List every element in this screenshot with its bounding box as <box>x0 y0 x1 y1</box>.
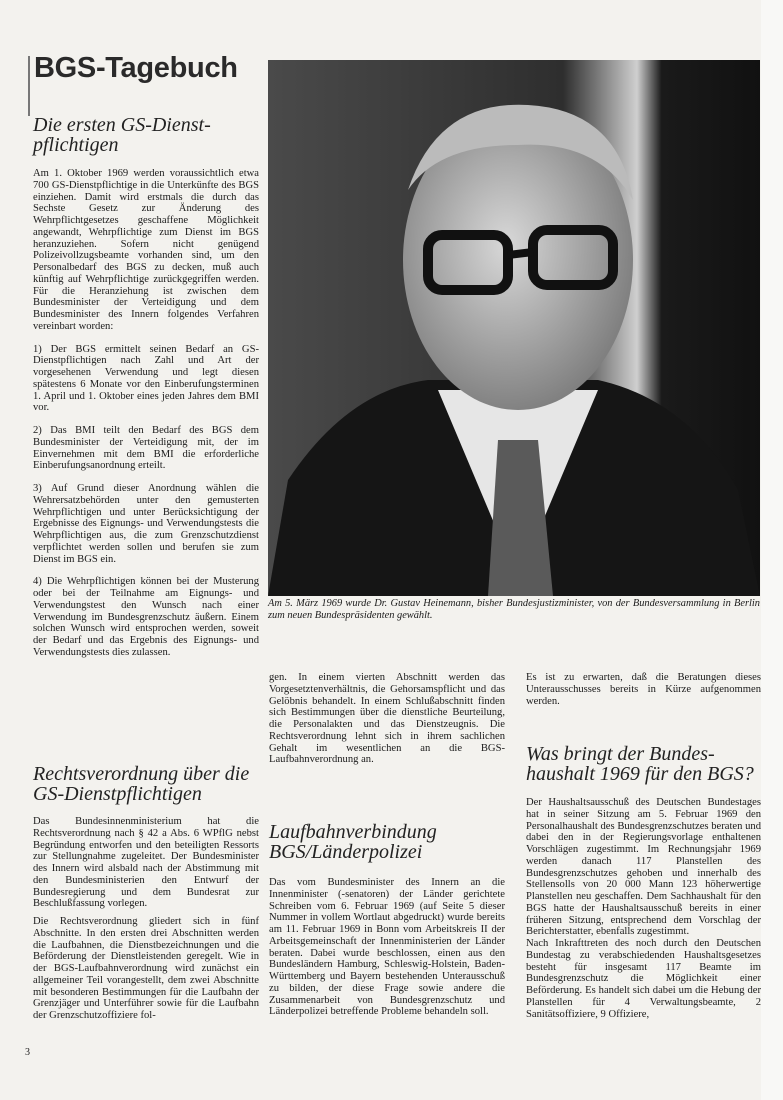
photo-caption: Am 5. März 1969 wurde Dr. Gustav Heinemann, bisher Bundesjustizminister, von der Bundesversammlung in Berlin zum neuen Bundespräsidenten gewählt. <box>268 598 760 621</box>
article-heading: Laufbahnverbindung BGS/Länderpolizei <box>269 821 437 863</box>
paragraph: Die Rechtsverordnung gliedert sich in fünf Abschnitte. In den ersten drei Abschnitten werden die Laufbahnen, die Dienstbezeichnungen und die Beförderung der Dienstleistenden geregelt. Wie in der BGS-Laufbahnverordnung wird zunächst ein allgemeiner Teil vorangestellt, dem zwei Abschnitte mit besonderen Bestimmungen für die Laufbahn der Grenzjäger und Unterführer sowie für die Laufbahn der Grenzschutzoffiziere fol- <box>33 916 259 1021</box>
paragraph: Das vom Bundesminister des Innern an die Innenminister (-senatoren) der Länder gerichtete Schreiben vom 6. Februar 1969 (auf Seite 5 dieser Nummer in vollem Wortlaut abgedruckt) wurde bereits am 11. Februar 1969 in Bonn vom Arbeitskreis II der Arbeitsgemeinschaft der Innenministerien der Länder beraten. Dabei wurde beschlossen, einen aus den Bundesländern Hamburg, Schleswig-Holstein, Baden-Württemberg und Bayern bestehenden Unterausschuß zu bilden, der diese Frage sowie andere die Zusammenarbeit von Bundesgrenzschutz und Länderpolizei betreffende Probleme behandeln soll. <box>269 877 505 1018</box>
article-rechtsverordnung-continued <box>269 672 505 766</box>
paragraph: 2) Das BMI teilt den Bedarf des BGS dem Bundesminister der Verteidigung mit, der im Einvernehmen mit dem BMI die erforderliche Einberufungsanordnung erteilt. <box>33 425 259 472</box>
paragraph: Es ist zu erwarten, daß die Beratungen dieses Unterausschusses bereits in Kürze aufgenommen werden. <box>526 672 761 707</box>
article-gs-dienstpflichtige <box>33 115 259 670</box>
article-rechtsverordnung <box>33 764 259 1022</box>
margin-rule <box>28 56 30 116</box>
article-laufbahnverbindung <box>269 822 505 1018</box>
article-body <box>33 816 259 1022</box>
paragraph: Der Haushaltsausschuß des Deutschen Bundestages hat in seiner Sitzung am 5. Februar 1969 den Personalhaushalt des Bundesgrenzschutzes beraten und dabei den in der Regierungsvorlage enthaltenen Vorschlägen zugestimmt. Im Rechnungsjahr 1969 werden danach 117 Planstellen des Bundesgrenzschutzes gehoben und innerhalb des Stellensolls von 20 000 Mann 123 höherwertige Planstellen neu geschaffen. Dem Sachhaushalt für den BGS hatte der Haushaltsausschuß bereits in einer früheren Sitzung, entsprechend dem Vorschlag der Berichterstatter, ebenfalls zugestimmt. <box>526 797 761 938</box>
article-laufbahnverbindung-continued <box>526 672 761 707</box>
article-heading: Die ersten GS-Dienst-pflichtigen <box>33 114 211 156</box>
page-edge <box>761 0 783 1100</box>
paragraph: 1) Der BGS ermittelt seinen Bedarf an GS-Dienstpflichtigen nach Zahl und Art der vorgesehenen Verwendung und legt diesen spätestens 6 Monate vor den Einberufungsterminen 1. April und 1. Oktober eines jeden Jahres dem BMI vor. <box>33 343 259 414</box>
article-body <box>33 168 259 659</box>
article-bundeshaushalt <box>526 744 761 1020</box>
portrait-photo <box>268 60 760 596</box>
article-body <box>269 877 505 1018</box>
article-heading: Rechtsverordnung über die GS-Dienstpflichtigen <box>33 763 250 805</box>
paragraph: Am 1. Oktober 1969 werden voraussichtlich etwa 700 GS-Dienstpflichtige in die Unterkünfte des BGS einziehen. Damit wird erstmals die durch das Sechste Gesetz zur Änderung des Wehrpflichtgesetzes geschaffene Möglichkeit angewandt, Wehrpflichtige zum Dienst im BGS heranzuziehen. Sofern nicht genügend Polizeivollzugsbeamte vorhanden sind, um den Personalbedarf des BGS zu decken, muß auch künftig auf Wehrpflichtige zurückgegriffen werden. Für die Heranziehung ist zwischen dem Bundesminister der Verteidigung und dem Bundesminister des Innern folgendes Verfahren vereinbart worden: <box>33 168 259 332</box>
article-body <box>526 797 761 1020</box>
article-heading: Was bringt der Bundes-haushalt 1969 für den BGS? <box>526 743 754 785</box>
paragraph: Nach Inkrafttreten des noch durch den Deutschen Bundestag zu verabschiedenden Haushaltsgesetzes besteht für insgesamt 117 Beamte im Bundesgrenzschutz die Möglichkeit einer Beförderung. Es handelt sich dabei um die Hebung der Planstellen für 4 Verwaltungsbeamte, 2 Sanitätsoffiziere, 9 Offiziere, <box>526 938 761 1020</box>
paragraph: gen. In einem vierten Abschnitt werden das Vorgesetztenverhältnis, die Gehorsamspflicht und das Gelöbnis behandelt. In einem Schlußabschnitt finden sich Bestimmungen über die dienstliche Beurteilung, die Personalakten und das Dienstzeugnis. Die Rechtsverordnung lehnt sich in ihrem sachlichen Gehalt im wesentlichen an die BGS-Laufbahnverordnung an. <box>269 672 505 766</box>
page-title: BGS-Tagebuch <box>34 52 238 84</box>
paragraph: Das Bundesinnenministerium hat die Rechtsverordnung nach § 42 a Abs. 6 WPflG nebst Begründung entworfen und den beteiligten Ressorts zur Stellungnahme zugeleitet. Der Bundesminister des Innern wird alsbald nach der Abstimmung mit den Bundesministerien den Entwurf der Bundesregierung und dem Bundesrat zur Beschlußfassung vorlegen. <box>33 816 259 910</box>
paragraph: 4) Die Wehrpflichtigen können bei der Musterung oder bei der Teilnahme am Eignungs- und Verwendungstest den Wunsch nach einer Verwendung im Bundesgrenzschutz äußern. Einem solchen Wunsch wird entsprochen werden, soweit der Bedarf und das Ergebnis des Eignungs- und Verwendungstests dies zulassen. <box>33 576 259 658</box>
page-number: 3 <box>25 1047 30 1058</box>
paragraph: 3) Auf Grund dieser Anordnung wählen die Wehrersatzbehörden unter den gemusterten Wehrpflichtigen und unter Berücksichtigung der Ergebnisse des Eignungs- und Verwendungstests die Wehrpflichtigen aus, die zum Grenzschutzdienst verpflichtet werden sollen und berufen sie zum Dienst im BGS ein. <box>33 483 259 565</box>
